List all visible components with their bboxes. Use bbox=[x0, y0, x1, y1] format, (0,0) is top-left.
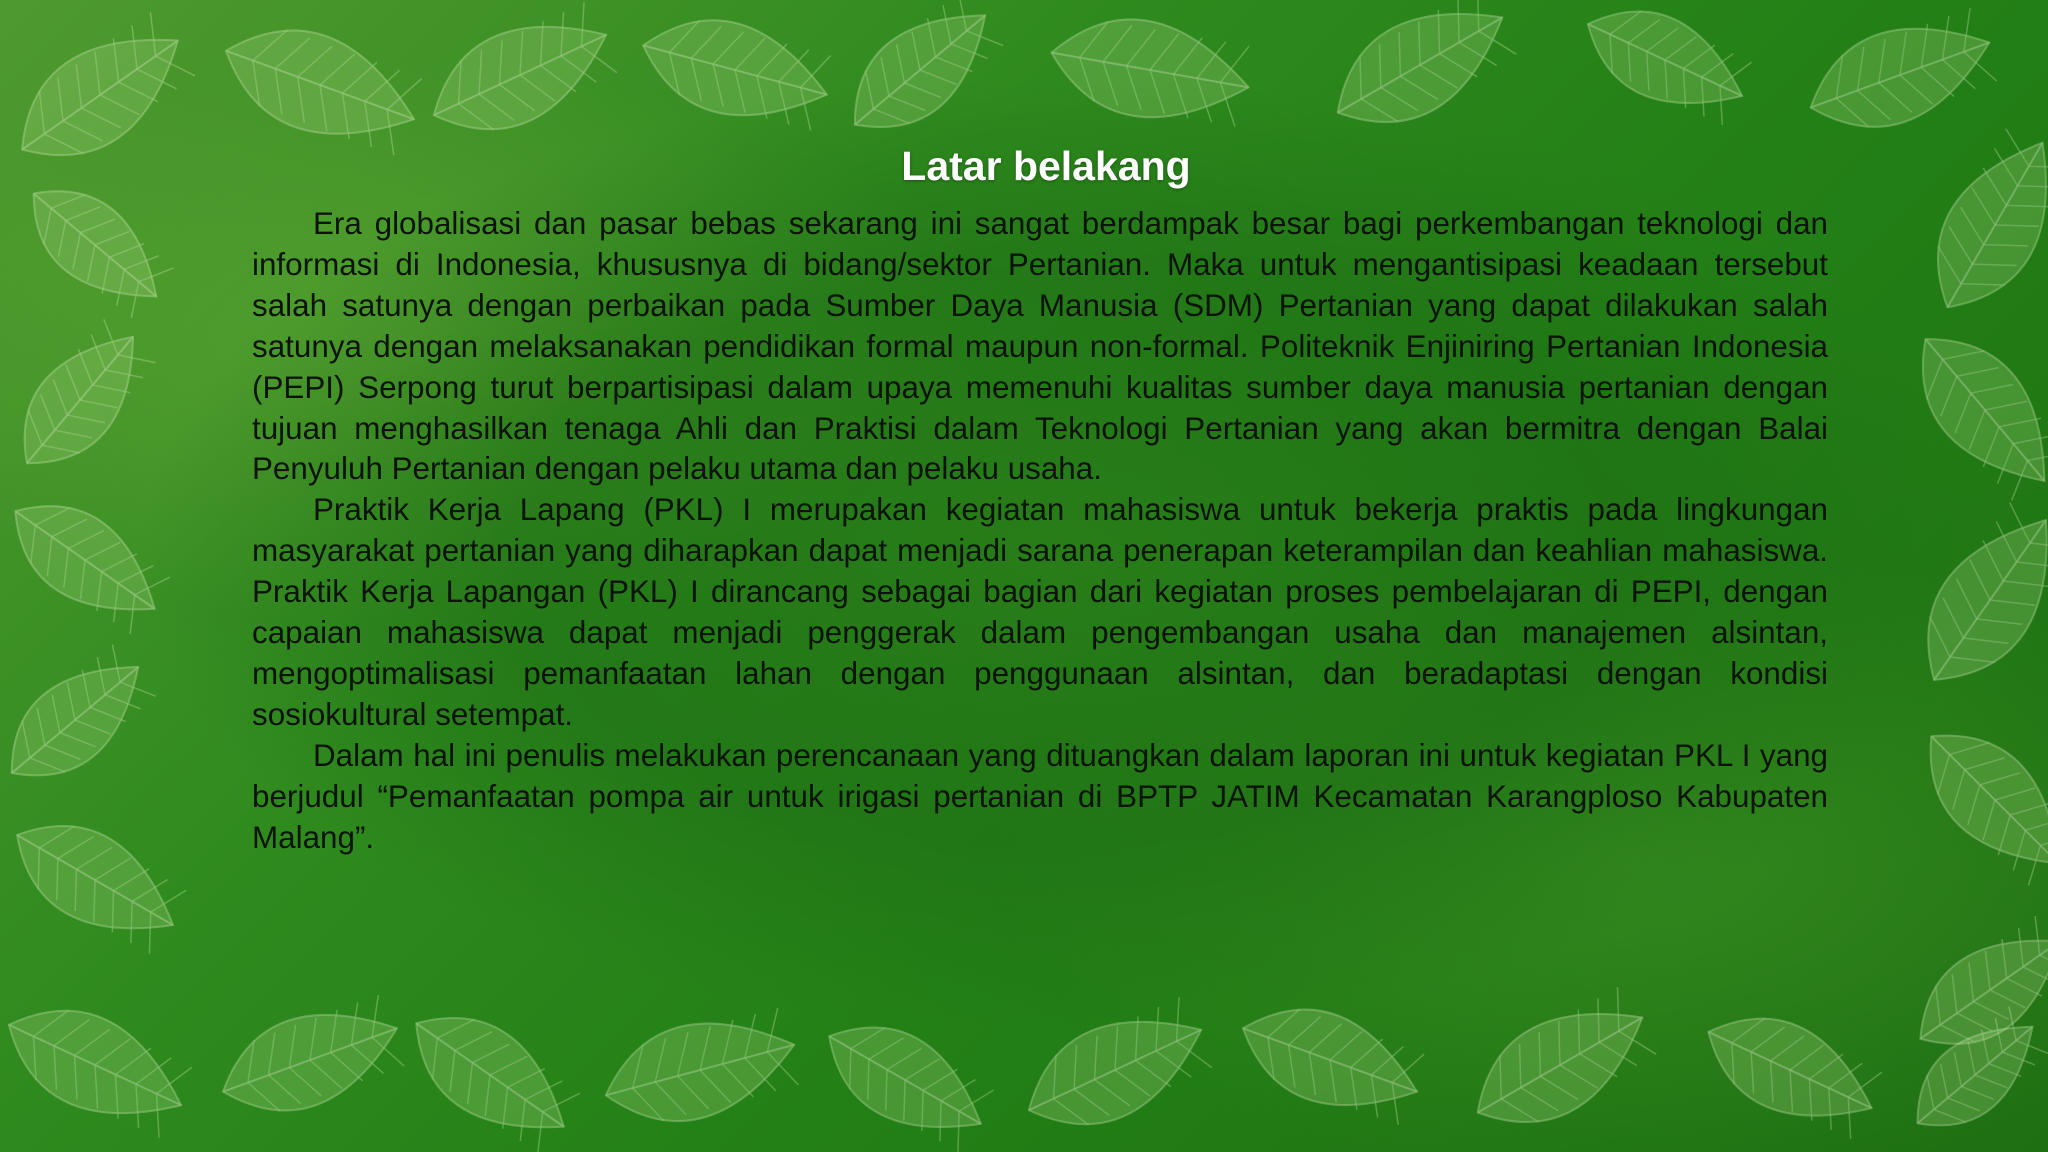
leaf-icon bbox=[0, 311, 163, 488]
leaf-icon bbox=[9, 164, 181, 326]
paragraph-pkl-description: Praktik Kerja Lapang (PKL) I merupakan kegiatan mahasiswa untuk bekerja praktis pada lingkungan masyarakat pertanian yang diharapkan dapat menjadi sarana penerapan keterampilan dan keahlian mahasiswa. Praktik Kerja Lapangan (PKL) I dirancang sebagai bagian dari kegiatan proses pembelajaran di PEPI, dengan capaian mahasiswa dapat menjadi penggerak dalam pengembangan usaha dan manajemen alsintan, mengoptimalisasi pemanfaatan lahan dengan penggunaan alsintan, dan beradaptasi dengan kondisi sosiokultural setempat. bbox=[252, 492, 1828, 732]
leaf-icon bbox=[1455, 978, 1665, 1152]
body-text bbox=[252, 204, 1828, 859]
leaf-icon bbox=[829, 0, 1012, 156]
leaf-icon bbox=[415, 0, 626, 156]
leaf-icon bbox=[208, 987, 412, 1134]
leaf-icon bbox=[1901, 706, 2048, 894]
leaf-icon bbox=[0, 798, 195, 963]
leaf-icon bbox=[1315, 0, 1525, 152]
leaf-icon bbox=[594, 1000, 807, 1141]
leaf-icon bbox=[631, 1, 838, 138]
leaf-icon bbox=[1043, 5, 1257, 134]
paragraph-background: Era globalisasi dan pasar bebas sekarang ini sangat berdampak besar bagi perkembangan teknologi dan informasi di Indonesia, khususnya di bidang/sektor Pertanian. Maka untuk mengantisipasi keadaan tersebut salah satunya dengan perbaikan pada Sumber Daya Manusia (SDM) Pertanian yang dapat dilakukan salah satunya dengan melaksanakan pendidikan formal maupun non-formal. Politeknik Enjiniring Pertanian Indonesia (PEPI) Serpong turut berpartisipasi dalam upaya memenuhi kualitas sumber daya manusia pertanian dengan tujuan menghasilkan tenaga Ahli dan Praktisi dalam Teknologi Pertanian yang akan bermitra dengan Balai Penyuluh Pertanian dengan pelaku utama dan pelaku usaha. bbox=[252, 206, 1828, 487]
leaf-icon bbox=[1690, 993, 1890, 1147]
slide-title: Latar belakang bbox=[901, 143, 1191, 189]
leaf-icon bbox=[1571, 0, 1760, 133]
leaf-icon bbox=[1010, 989, 1221, 1152]
leaf-icon bbox=[808, 1000, 1002, 1152]
leaf-icon bbox=[1908, 120, 2048, 330]
leaf-icon bbox=[0, 478, 178, 642]
leaf-icon bbox=[0, 3, 204, 187]
leaf-icon bbox=[0, 637, 164, 804]
leaf-icon bbox=[391, 988, 588, 1152]
paragraph-report-purpose: Dalam hal ini penulis melakukan perencanaan yang dituangkan dalam laporan ini untuk kegiatan PKL I yang berjudul “Pemanfaatan pompa air untuk irigasi pertanian di BPTP JATIM Kecamatan Karangploso Kabupaten Malang”. bbox=[252, 737, 1828, 855]
leaf-icon bbox=[1896, 493, 2048, 706]
slide-content bbox=[252, 138, 1828, 859]
leaf-icon bbox=[1892, 311, 2048, 510]
leaf-icon bbox=[0, 984, 200, 1147]
leaf-icon bbox=[1795, 0, 2005, 150]
leaf-icon bbox=[1228, 987, 1432, 1134]
